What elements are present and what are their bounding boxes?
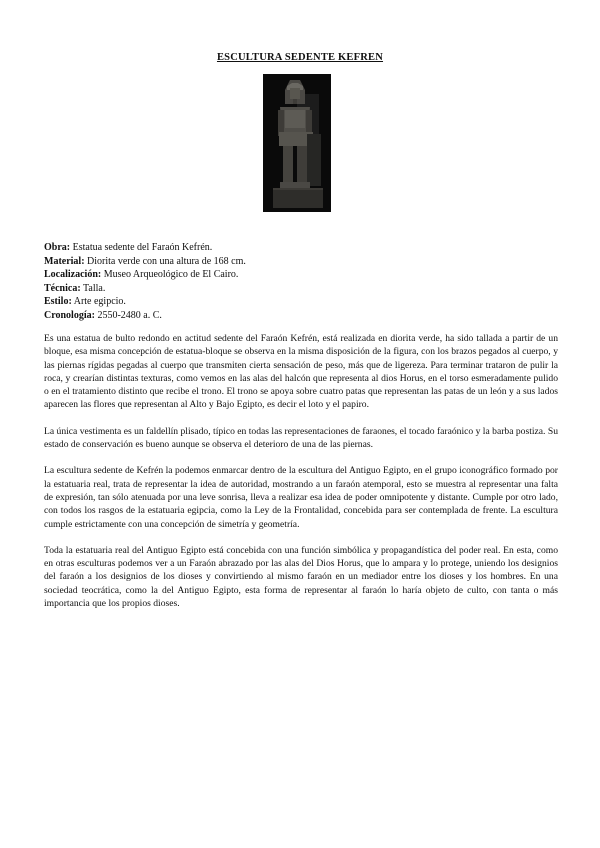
metadata-value: Estatua sedente del Faraón Kefrén. [70,242,213,253]
metadata-key: Técnica: [44,282,81,294]
statue-photo [263,74,331,212]
metadata-value: 2550-2480 a. C. [94,309,162,321]
metadata-localizacion [44,268,564,282]
metadata-estilo [44,295,564,309]
metadata-cronologia [44,309,564,323]
metadata-value: Arte egipcio. [71,296,126,308]
metadata-key: Cronología: [44,309,95,321]
metadata-key: Obra: [44,242,71,253]
paragraph-description: Es una estatua de bulto redondo en actitud sedente del Faraón Kefrén, está realizada en diorita verde, ha sido tallada a partir de un bloque, esa misma concepción de estatua-bloque se observa en la misma disposición de la figura, con los brazos pegados al cuerpo, y las piernas rígidas pegadas al cuerpo que transmiten cierta sensación de peso, más que de ligereza. Para terminar trataron de pulir la roca, y crearían distintas texturas, como vemos en las alas del halcón que representa al dios Horus, en el torso esmeradamente pulido o en el tratamiento distinto que recibe el trono. El trono se apoya sobre cuatro patas que representan las patas de un león y a sus lados aparecen las flores que representan al Alto y Bajo Egipto, es decir el loto y el papiro. [44,333,558,411]
metadata-value: Diorita verde con una altura de 168 cm. [84,255,246,267]
artwork-metadata [44,241,564,323]
metadata-key: Material: [44,255,85,267]
metadata-obra [44,241,564,255]
metadata-material [44,255,564,269]
metadata-key: Estilo: [44,296,72,308]
paragraph-context: La escultura sedente de Kefrén la podemos enmarcar dentro de la escultura del Antiguo Egipto, en el grupo iconográfico formado por la estatuaria real, trata de representar la idea de autoridad, mostrando a un faraón atemporal, esto se muestra al representar una falta de expresión, tan sólo atenuada por una leve sonrisa, lleva a realizar esa idea de poder omnipotente y distante. Cumple por otro lado, con todos los rasgos de la estatuaria egipcia, como la Ley de la Frontalidad, concebida para ser contemplada de frente. La escultura cumple estrictamente con una concepción de simetría y geometría. [44,465,558,530]
paragraph-clothing: La única vestimenta es un faldellín plisado, típico en todas las representaciones de faraones, el tocado faraónico y la barba postiza. Su estado de conservación es bueno aunque se observa el deterioro de una de las piernas. [44,425,558,451]
page-title: ESCULTURA SEDENTE KEFREN [216,52,384,63]
paragraph-function: Toda la estatuaria real del Antiguo Egipto está concebida con una función simbólica y propagandística del poder real. En esta, como en otras esculturas podemos ver a un Faraón abrazado por las alas del Dios Horus, que lo ampara y lo protege, uniendo los designios del faraón a los designios de los dioses y convirtiendo al mismo faraón en un mediador entre los dioses y los hombres. En una sociedad teocrática, como la del Antiguo Egipto, esta forma de representar al faraón lo haría objeto de culto, con tanta o más importancia que los propios dioses. [44,544,558,610]
seated-pharaoh-statue-image [263,74,331,212]
metadata-value: Museo Arqueológico de El Cairo. [101,269,239,281]
metadata-tecnica [44,282,564,296]
metadata-key: Localización: [44,269,102,281]
body-text [44,332,558,623]
metadata-value: Talla. [80,282,106,294]
